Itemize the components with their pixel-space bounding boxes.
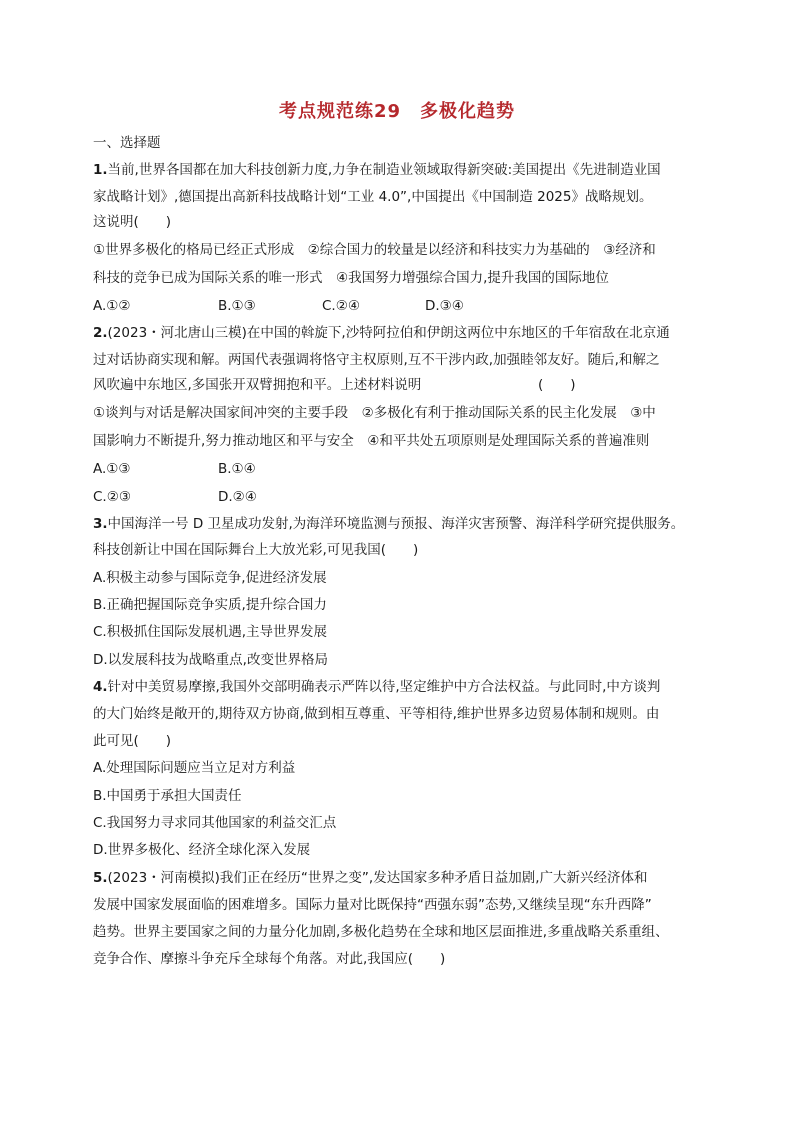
question-1-option-d: D.③④ — [425, 298, 464, 314]
question-1-line-1: 1.当前,世界各国都在加大科技创新力度,力争在制造业领域取得新突破:美国提出《先进制造业国 — [93, 162, 661, 178]
question-3-line-2: 科技创新让中国在国际舞台上大放光彩,可见我国( ) — [93, 542, 419, 558]
question-1-statement-1: ①世界多极化的格局已经正式形成 ②综合国力的较量是以经济和科技实力为基础的 ③经济和 — [93, 242, 656, 258]
question-2-statement-2: 国影响力不断提升,努力推动地区和平与安全 ④和平共处五项原则是处理国际关系的普遍准则 — [93, 433, 650, 449]
question-3-option-b: B.正确把握国际竞争实质,提升综合国力 — [93, 597, 327, 613]
question-3-option-a: A.积极主动参与国际竞争,促进经济发展 — [93, 570, 327, 586]
question-2-option-d: D.②④ — [218, 489, 257, 505]
question-1-line-3: 这说明( ) — [93, 214, 172, 230]
question-5-line-2: 发展中国家发展面临的困难增多。国际力量对比既保持“西强东弱”态势,又继续呈现“东升西降” — [93, 897, 652, 913]
question-2-line-2: 过对话协商实现和解。两国代表强调将恪守主权原则,互不干涉内政,加强睦邻友好。随后,和解之 — [93, 352, 660, 368]
question-4-option-d: D.世界多极化、经济全球化深入发展 — [93, 842, 311, 858]
question-2-option-a: A.①③ — [93, 461, 131, 477]
question-1-line-2: 家战略计划》,德国提出高新科技战略计划“工业 4.0”,中国提出《中国制造 2025》战略规划。 — [93, 189, 653, 205]
question-3-option-d: D.以发展科技为战略重点,改变世界格局 — [93, 652, 328, 668]
question-1-statement-2: 科技的竞争已成为国际关系的唯一形式 ④我国努力增强综合国力,提升我国的国际地位 — [93, 270, 609, 286]
question-2-answer-paren: ( ) — [538, 377, 576, 393]
question-4-option-b: B.中国勇于承担大国责任 — [93, 788, 242, 804]
question-2-option-b: B.①④ — [218, 461, 256, 477]
question-1-option-b: B.①③ — [218, 298, 256, 314]
question-2-line-3: 风吹遍中东地区,多国张开双臂拥抱和平。上述材料说明 — [93, 377, 422, 393]
section-heading: 一、选择题 — [93, 135, 161, 151]
question-1-option-a: A.①② — [93, 298, 131, 314]
question-4-option-c: C.我国努力寻求同其他国家的利益交汇点 — [93, 815, 337, 831]
question-4-line-1: 4.针对中美贸易摩擦,我国外交部明确表示严阵以待,坚定维护中方合法权益。与此同时,中方谈判 — [93, 679, 661, 695]
question-2-line-1: 2.(2023・河北唐山三模)在中国的斡旋下,沙特阿拉伯和伊朗这两位中东地区的千年宿敌在北京通 — [93, 325, 670, 341]
question-2-statement-1: ①谈判与对话是解决国家间冲突的主要手段 ②多极化有利于推动国际关系的民主化发展 ③中 — [93, 405, 656, 421]
question-4-line-3: 此可见( ) — [93, 733, 172, 749]
question-5-number: 5. — [93, 870, 108, 886]
question-1-number: 1. — [93, 162, 108, 178]
question-3-option-c: C.积极抓住国际发展机遇,主导世界发展 — [93, 624, 328, 640]
question-4-number: 4. — [93, 679, 108, 695]
question-5-line-1: 5.(2023・河南模拟)我们正在经历“世界之变”,发达国家多种矛盾日益加剧,广大新兴经济体和 — [93, 870, 648, 886]
question-3-line-1: 3.中国海洋一号 D 卫星成功发射,为海洋环境监测与预报、海洋灾害预警、海洋科学研究提供服务。 — [93, 516, 685, 532]
page-title: 考点规范练29 多极化趋势 — [278, 101, 516, 122]
question-4-line-2: 的大门始终是敞开的,期待双方协商,做到相互尊重、平等相待,维护世界多边贸易体制和规则。由 — [93, 706, 660, 722]
question-1-option-c: C.②④ — [322, 298, 360, 314]
question-5-line-3: 趋势。世界主要国家之间的力量分化加剧,多极化趋势在全球和地区层面推进,多重战略关系重组、 — [93, 924, 669, 940]
question-5-line-4: 竞争合作、摩擦斗争充斥全球每个角落。对此,我国应( ) — [93, 951, 446, 967]
question-4-option-a: A.处理国际问题应当立足对方利益 — [93, 760, 296, 776]
question-3-number: 3. — [93, 516, 108, 532]
question-2-option-c: C.②③ — [93, 489, 131, 505]
question-2-number: 2. — [93, 325, 108, 341]
